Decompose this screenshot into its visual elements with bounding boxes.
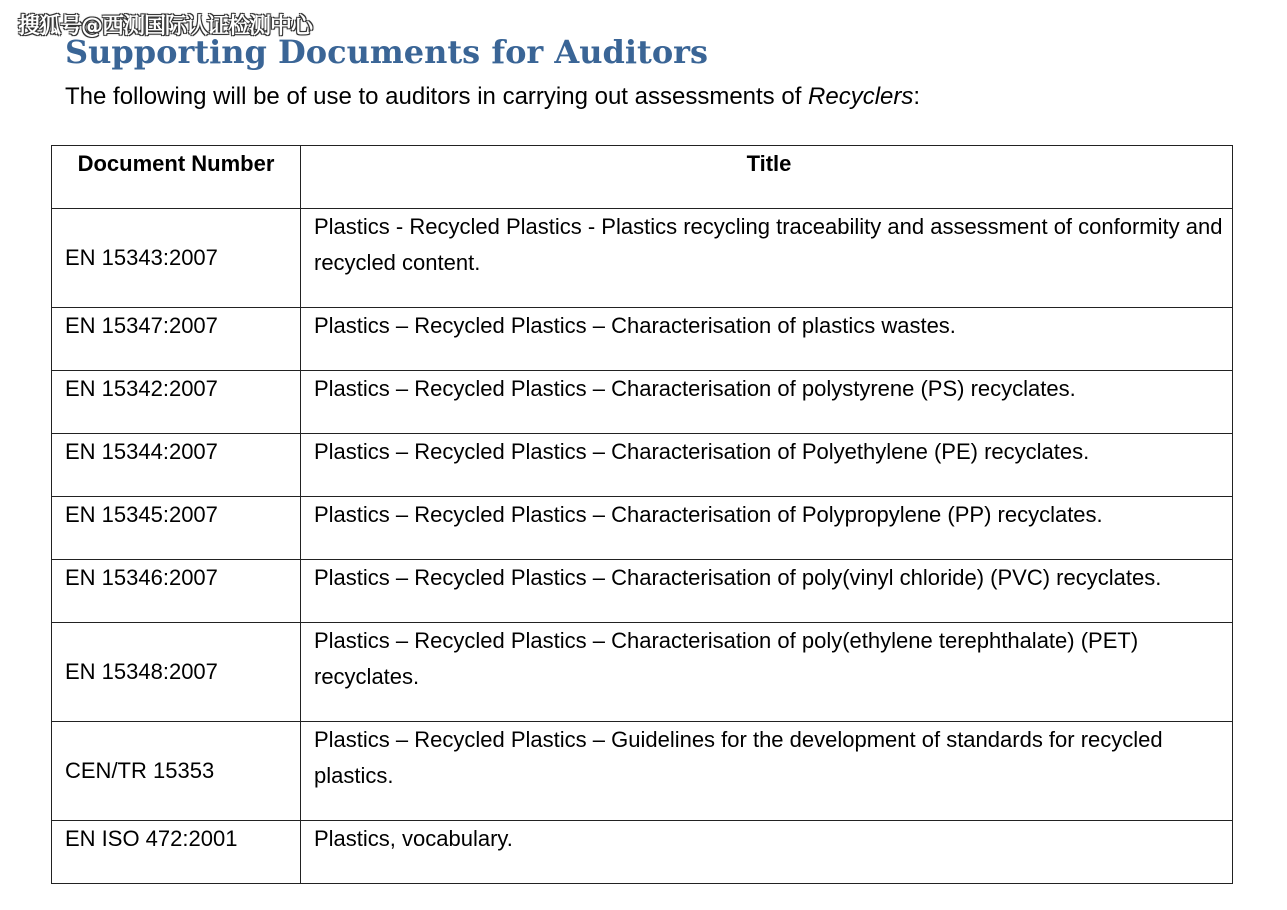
document-number: EN 15345:2007 — [52, 497, 301, 560]
document-number: EN 15348:2007 — [52, 623, 301, 722]
table-row — [52, 623, 1233, 722]
documents-table — [51, 145, 1233, 884]
document-title: Plastics – Recycled Plastics – Characterisation of poly(ethylene terephthalate) (PET) recyclates. — [301, 623, 1233, 722]
document-number: EN 15347:2007 — [52, 308, 301, 371]
document-number: EN 15342:2007 — [52, 371, 301, 434]
table-row — [52, 497, 1233, 560]
document-number: EN ISO 472:2001 — [52, 821, 301, 884]
header-title: Title — [301, 146, 1233, 209]
document-title: Plastics – Recycled Plastics – Characterisation of polystyrene (PS) recyclates. — [301, 371, 1233, 434]
document-number: CEN/TR 15353 — [52, 722, 301, 821]
document-title: Plastics – Recycled Plastics – Characterisation of plastics wastes. — [301, 308, 1233, 371]
document-number: EN 15343:2007 — [52, 209, 301, 308]
table-row — [52, 308, 1233, 371]
table-row — [52, 560, 1233, 623]
table-row — [52, 209, 1233, 308]
intro-text: The following will be of use to auditors in carrying out assessments of — [65, 83, 809, 110]
table-header-row — [52, 146, 1233, 209]
document-title: Plastics – Recycled Plastics – Characterisation of Polypropylene (PP) recyclates. — [301, 497, 1233, 560]
table-row — [52, 821, 1233, 884]
watermark-text: 搜狐号@西测国际认证检测中心 — [18, 14, 313, 39]
document-number: EN 15344:2007 — [52, 434, 301, 497]
document-title: Plastics - Recycled Plastics - Plastics recycling traceability and assessment of conformity and recycled content. — [301, 209, 1233, 308]
intro-paragraph — [65, 82, 920, 112]
document-title: Plastics – Recycled Plastics – Guidelines for the development of standards for recycled plastics. — [301, 722, 1233, 821]
intro-suffix: : — [913, 83, 921, 110]
table-row — [52, 434, 1233, 497]
document-title: Plastics – Recycled Plastics – Characterisation of Polyethylene (PE) recyclates. — [301, 434, 1233, 497]
document-title: Plastics, vocabulary. — [301, 821, 1233, 884]
intro-emphasis: Recyclers — [808, 83, 914, 110]
page-heading: Supporting Documents for Auditors — [65, 33, 709, 71]
table-row — [52, 722, 1233, 821]
header-document-number: Document Number — [52, 146, 301, 209]
table-row — [52, 371, 1233, 434]
document-number: EN 15346:2007 — [52, 560, 301, 623]
document-title: Plastics – Recycled Plastics – Characterisation of poly(vinyl chloride) (PVC) recyclates. — [301, 560, 1233, 623]
